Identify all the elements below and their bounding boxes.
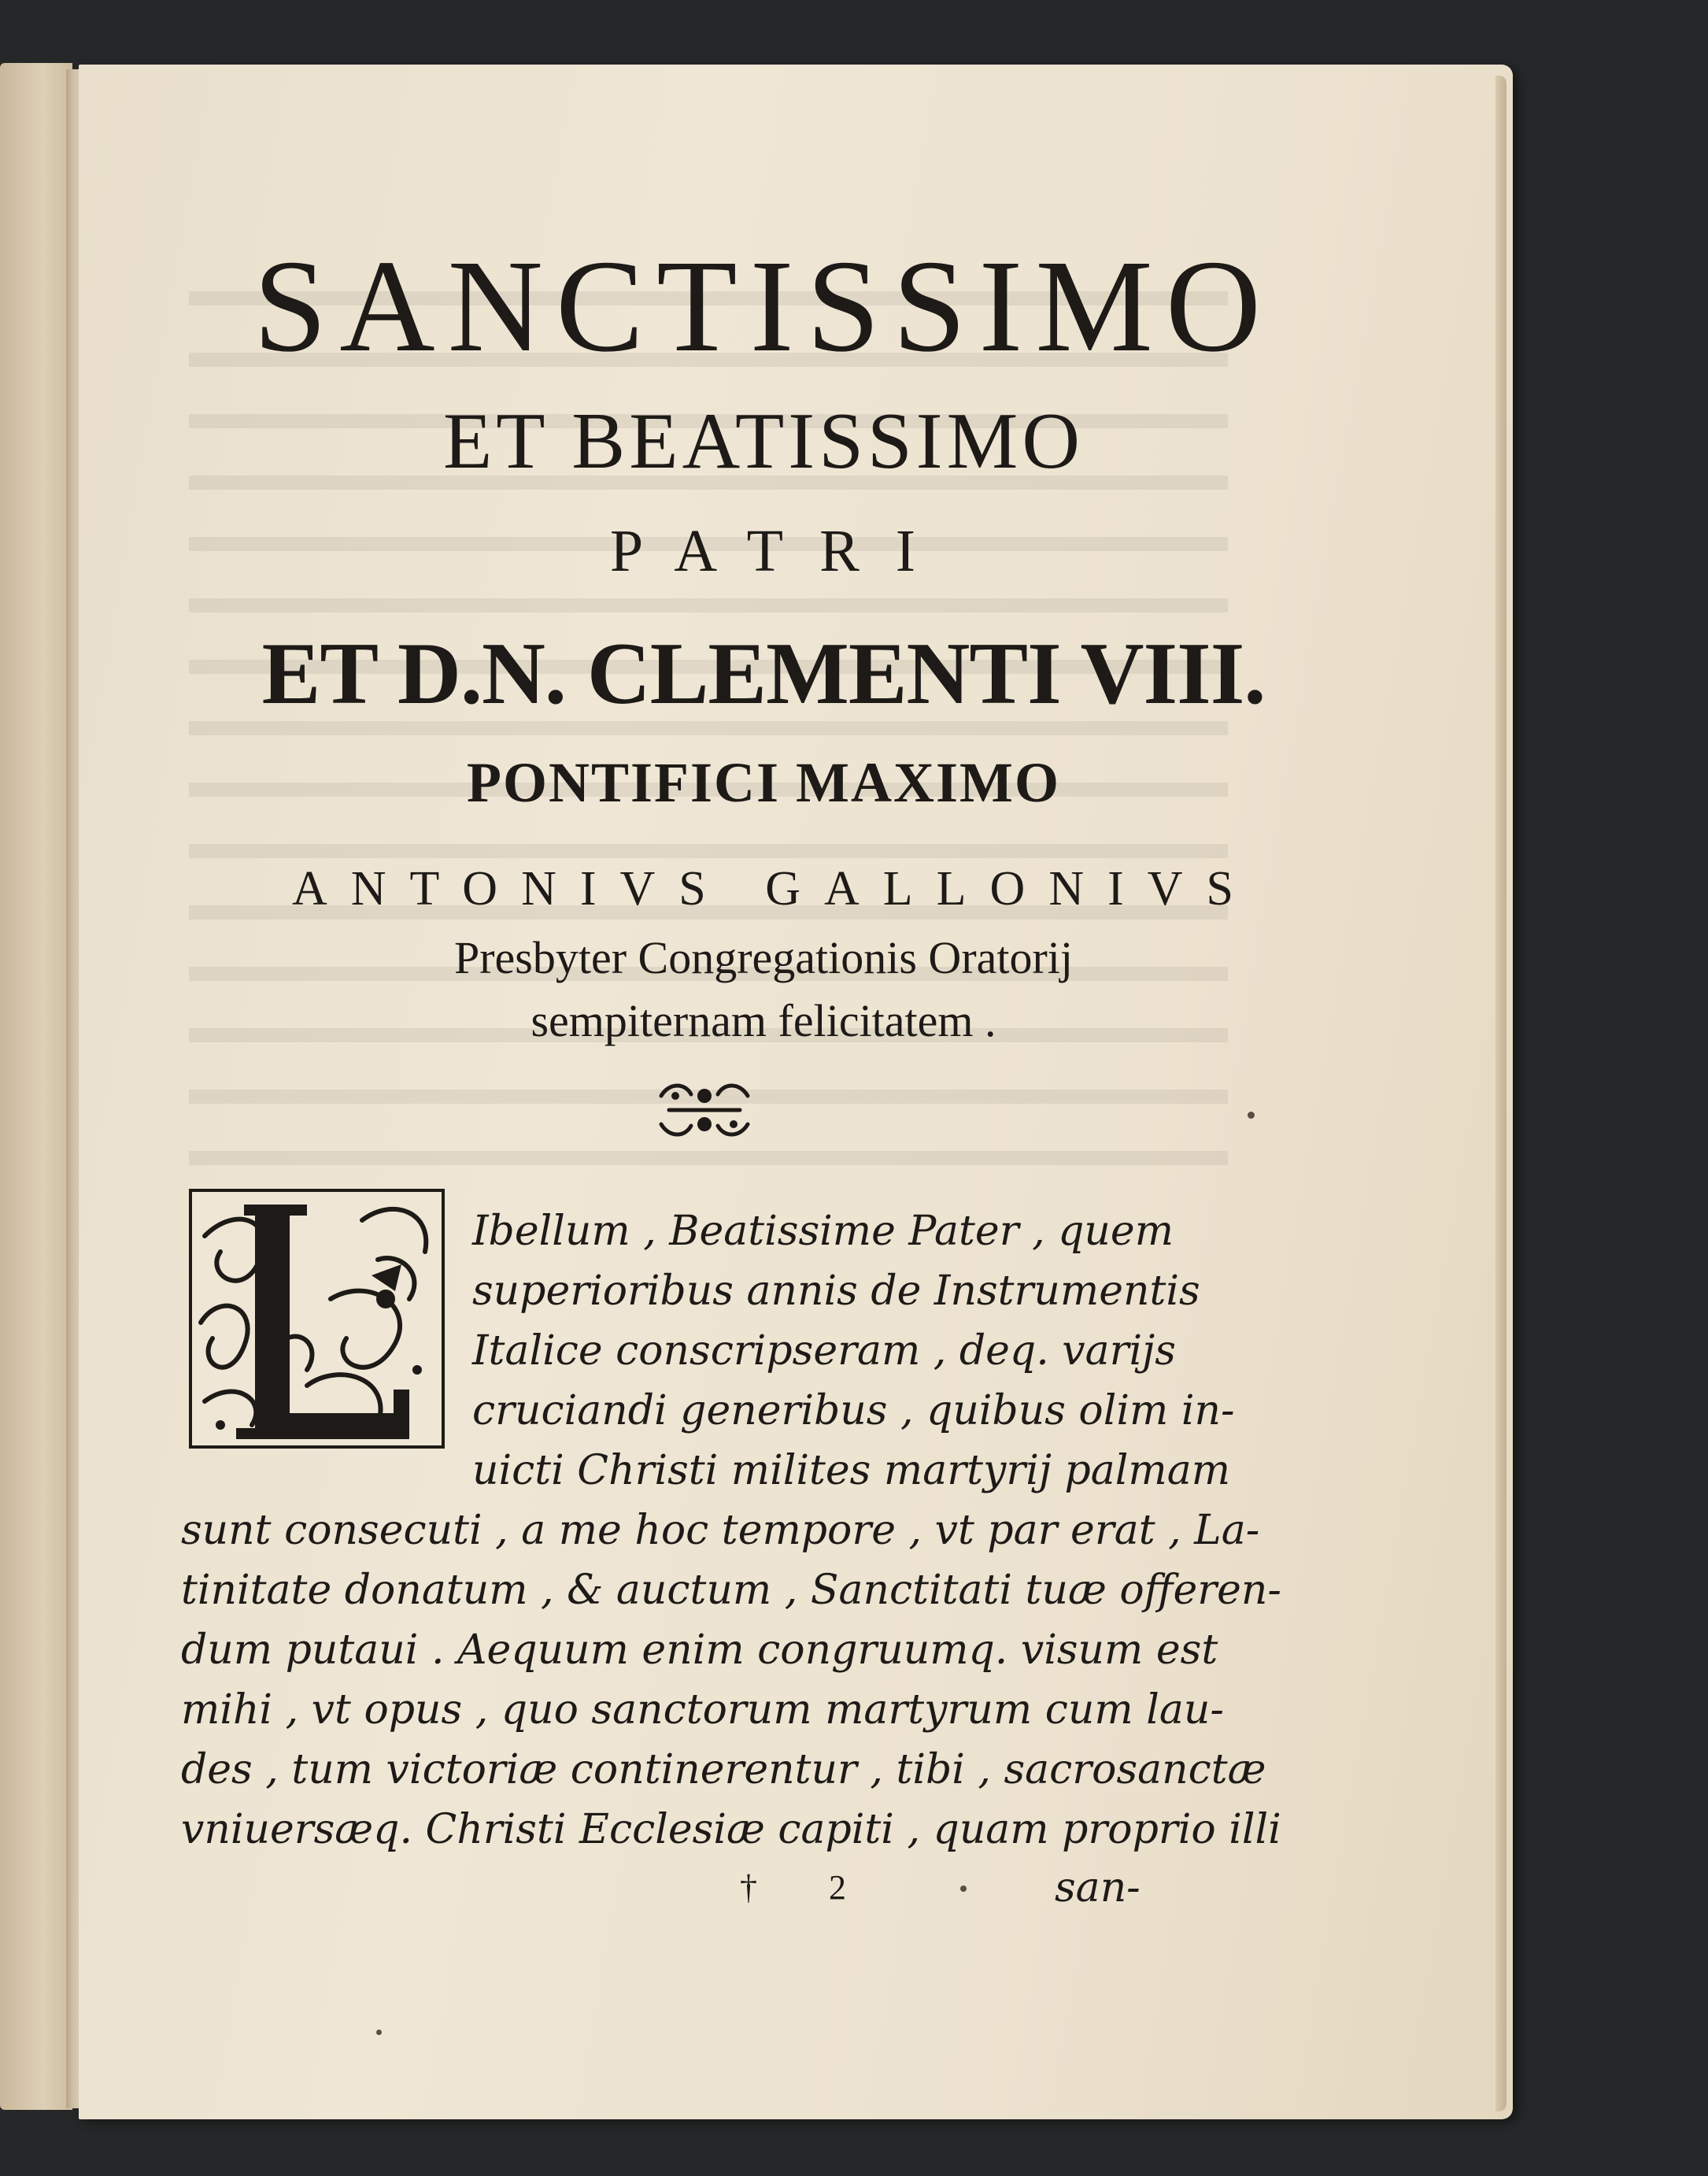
paper-speck [960, 1885, 967, 1892]
body-line-1: Ibellum , Beatissime Pater , quem [472, 1208, 1174, 1255]
author-name: ANTONIVS GALLONIVS [292, 862, 1257, 916]
greeting: sempiternam felicitatem . [531, 995, 996, 1046]
body-line-4: cruciandi generibus , quibus olim in- [472, 1387, 1235, 1434]
body-line-3: Italice conscripseram , deq. varijs [472, 1327, 1176, 1375]
fleuron-icon [653, 1079, 756, 1142]
catchword: san- [1055, 1864, 1141, 1911]
body-line-11: vniuersæq. Christi Ecclesiæ capiti , quam proprio illi [181, 1806, 1281, 1853]
signature-mark: † 2 [740, 1868, 878, 1907]
body-line-5: uicti Christi milites martyrij palmam [472, 1447, 1231, 1494]
body-line-8: dum putaui . Aequum enim congruumq. visum est [181, 1626, 1218, 1674]
body-line-6: sunt consecuti , a me hoc tempore , vt par erat , La- [181, 1507, 1260, 1554]
body-line-10: des , tum victoriæ continerentur , tibi , sacrosanctæ [181, 1746, 1266, 1793]
decorated-initial-icon [189, 1189, 445, 1449]
body-line-2: superioribus annis de Instrumentis [472, 1267, 1200, 1315]
body-line-7: tinitate donatum , & auctum , Sanctitati tuæ offeren- [181, 1567, 1281, 1614]
author-title: Presbyter Congregationis Oratorij [453, 932, 1074, 983]
body-line-9: mihi , vt opus , quo sanctorum martyrum cum lau- [181, 1686, 1224, 1734]
page-fore-edge [1495, 76, 1507, 2111]
title-patri: PATRI [609, 518, 952, 584]
paper-speck [376, 2030, 382, 2035]
title-et-beatissimo: ET BEATISSIMO [442, 397, 1084, 486]
title-pontifici: PONTIFICI MAXIMO [467, 751, 1060, 814]
facing-page-edge [0, 63, 72, 2110]
title-clementi: ET D.N. CLEMENTI VIII. [261, 625, 1266, 723]
paper-speck [1248, 1112, 1255, 1119]
title-sanctissimo: SANCTISSIMO [253, 233, 1274, 379]
